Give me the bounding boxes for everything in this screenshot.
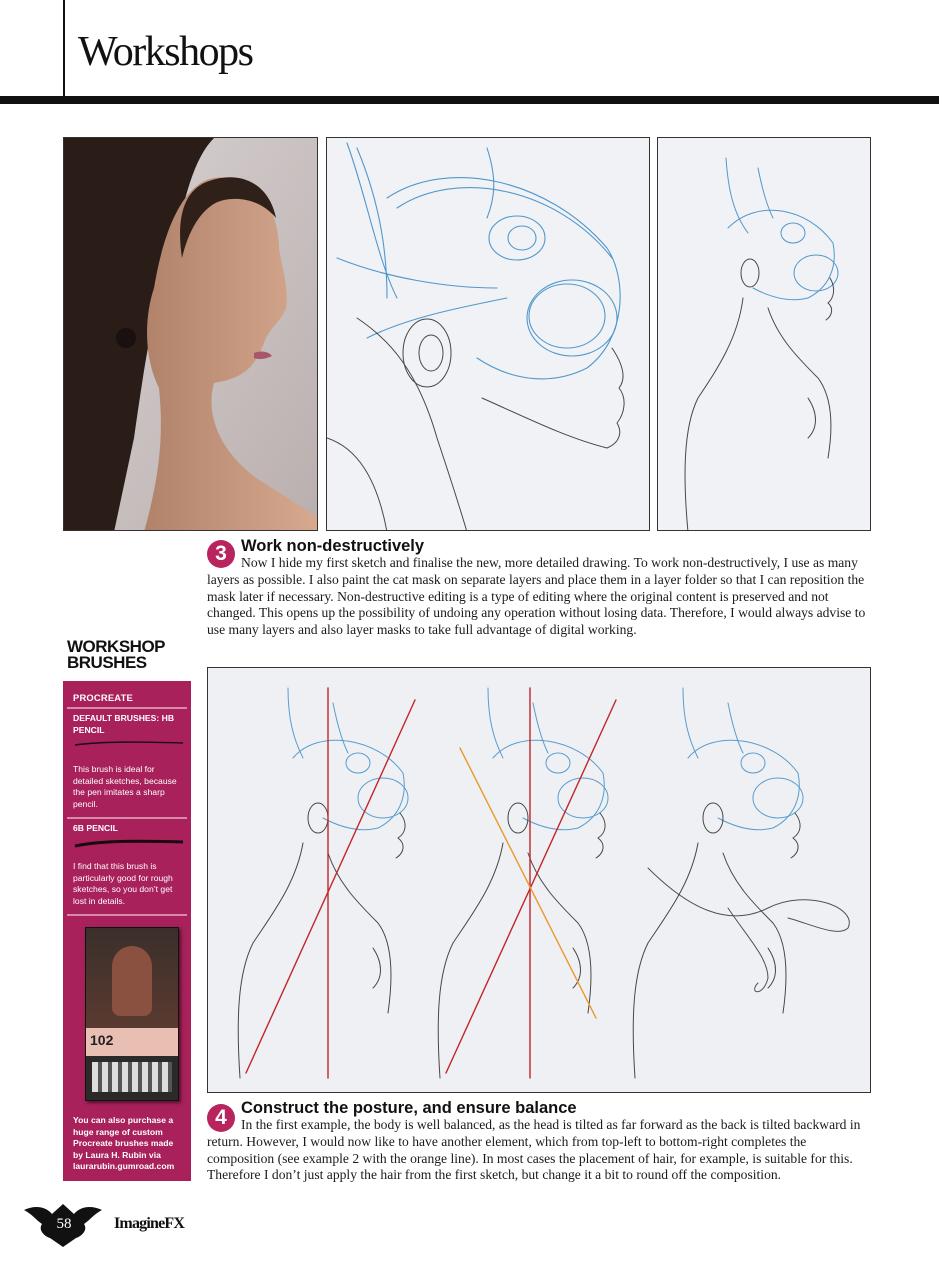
- brush2-description: I find that this brush is particularly good for rough sketches, so you don’t get lost in details.: [73, 861, 173, 906]
- step-3-heading: Work non-destructively: [241, 537, 425, 555]
- composition-sketches: [207, 667, 871, 1093]
- workshop-brushes-sidebar: [63, 633, 191, 1181]
- sidebar-title-line2: BRUSHES: [67, 653, 147, 672]
- sidebar-app-name: PROCREATE: [73, 692, 133, 703]
- sidebar-divider: [67, 817, 187, 819]
- sidebar-title-line1: WORKSHOP: [67, 637, 165, 656]
- sidebar-title: [67, 639, 165, 671]
- sketch-head-closeup: [326, 137, 650, 531]
- brush-pack-count: 102: [90, 1032, 114, 1048]
- sidebar-divider: [67, 914, 187, 916]
- 6b-pencil-stroke-icon: [73, 837, 185, 851]
- reference-photo: [63, 137, 318, 531]
- step-4-heading: Construct the posture, and ensure balance: [241, 1099, 577, 1117]
- step-3-number: 3: [207, 540, 235, 568]
- sidebar-divider: [67, 707, 187, 709]
- brush1-description: This brush is ideal for detailed sketches, because the pen imitates a sharp pencil.: [73, 764, 177, 809]
- header-vertical-rule: [63, 0, 65, 98]
- step-4-paragraph: In the first example, the body is well balanced, as the head is tilted as far forward as the back is tilted backward in return. However, I would now like to have another element, which from top-left to bottom-right completes the composition (see example 2 with the orange line). In most cases the placement of hair, for example, is suitable for this. Therefore I don’t just apply the hair from the first sketch, but change it a bit to round off the composition.: [207, 1117, 861, 1183]
- magazine-logo: ImagineFX: [114, 1215, 185, 1232]
- step-3-body: [207, 555, 871, 639]
- sketch-full-profile: [657, 137, 871, 531]
- hb-pencil-stroke-icon: [73, 739, 185, 749]
- step-3-paragraph: Now I hide my first sketch and finalise the new, more detailed drawing. To work non-destructively, I use as many layers as possible. I also paint the cat mask on separate layers and place them in a layer folder so that I can reposition the mask later if necessary. Non-destructive editing is a type of editing where the original content is preserved and not changed. This opens up the possibility of undoing any operation without losing data. Therefore, I would always advise to use many layers and also layer masks to take full advantage of digital working.: [207, 555, 866, 638]
- brush-pack-product-image: [85, 927, 179, 1101]
- step-4-number: 4: [207, 1104, 235, 1132]
- brush1-name: DEFAULT BRUSHES: HB PENCIL: [73, 713, 175, 735]
- brush2-name: 6B PENCIL: [73, 823, 118, 833]
- figure-sketch: [238, 688, 408, 1078]
- page-number: 58: [56, 1216, 72, 1232]
- sidebar-promo-text: You can also purchase a huge range of custom Procreate brushes made by Laura H. Rubin via laurarubin.gumroad.com: [73, 1115, 175, 1171]
- section-title: Workshops: [78, 29, 253, 75]
- step-4-body: [207, 1117, 873, 1184]
- header-bar: [0, 96, 939, 104]
